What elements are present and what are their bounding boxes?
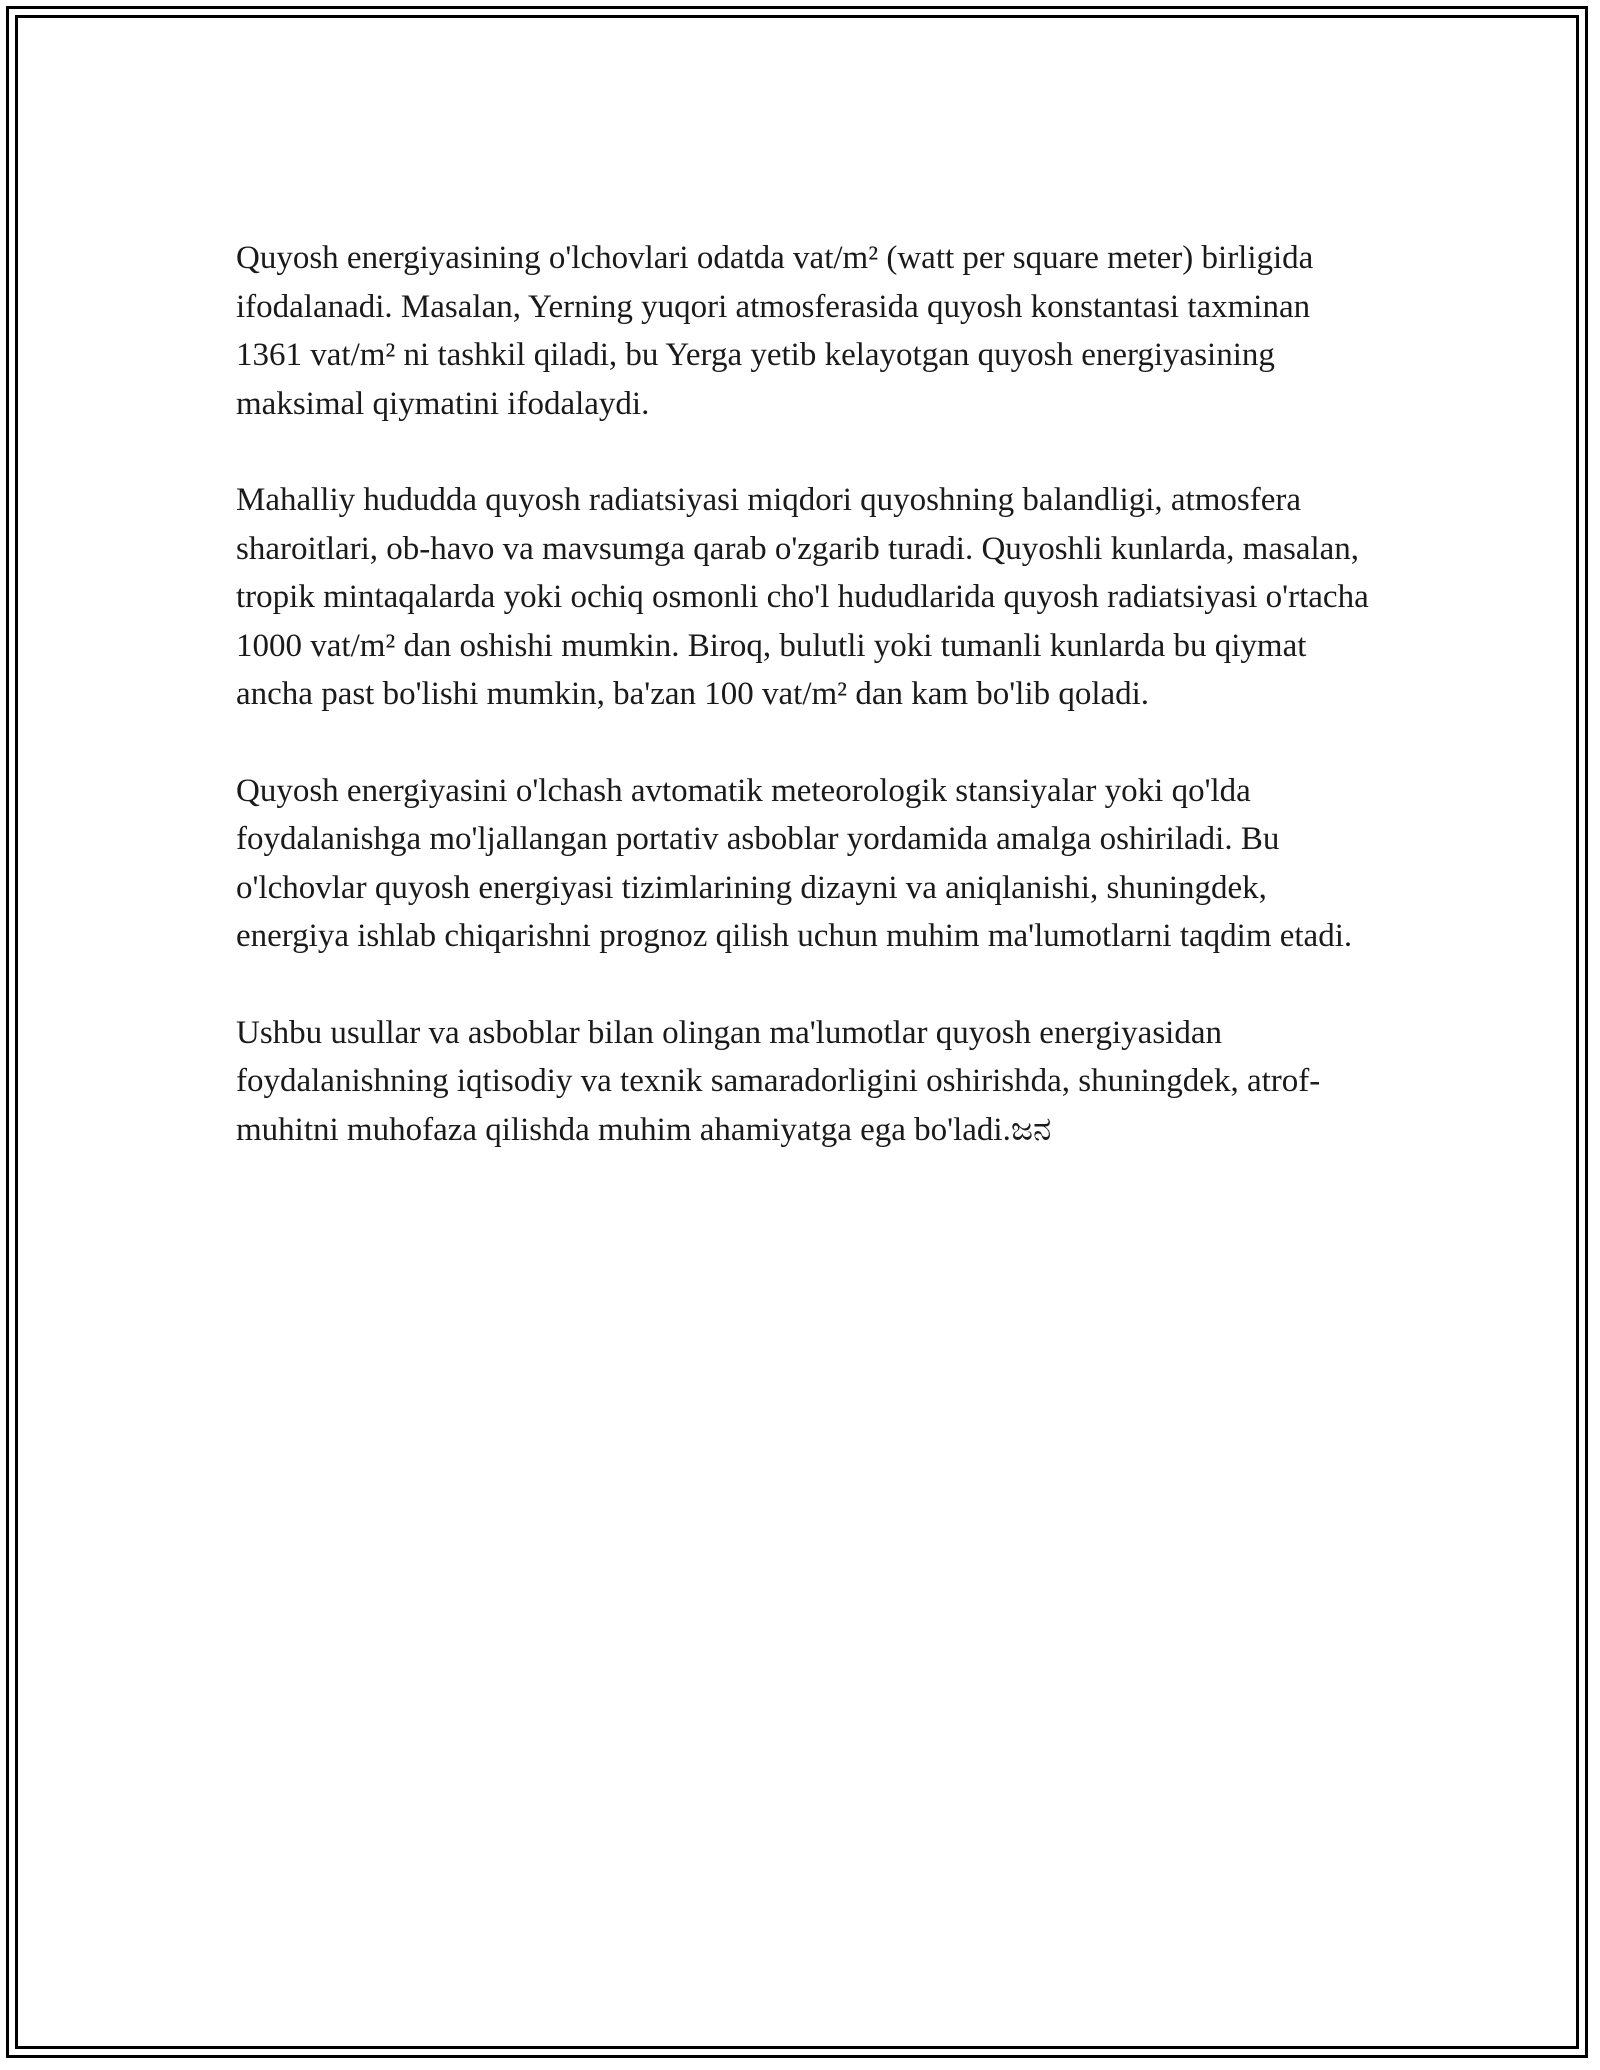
document-body [236,234,1376,1202]
paragraph-measurement-tools: Quyosh energiyasini o'lchash avtomatik meteorologik stansiyalar yoki qo'lda foydalanishga mo'ljallangan portativ asboblar yordamida amalga oshiriladi. Bu o'lchovlar quyosh energiyasi tizimlarining dizayni va aniqlanishi, shuningdek, energiya ishlab chiqarishni prognoz qilish uchun muhim ma'lumotlarni taqdim etadi. [236,772,1353,954]
paragraph-local-radiation: Mahalliy hududda quyosh radiatsiyasi miqdori quyoshning balandligi, atmosfera sharoitlari, ob-havo va mavsumga qarab o'zgarib turadi. Quyoshli kunlarda, masalan, tropik mintaqalarda yoki ochiq osmonli cho'l hududlarida quyosh radiatsiyasi o'rtacha 1000 vat/m² dan oshishi mumkin. Biroq, bulutli yoki tumanli kunlarda bu qiymat ancha past bo'lishi mumkin, ba'zan 100 vat/m² dan kam bo'lib qoladi. [236,482,1369,712]
paragraph-conclusion: Ushbu usullar va asboblar bilan olingan ma'lumotlar quyosh energiyasidan foydalanishning iqtisodiy va texnik samaradorligini oshirishda, shuningdek, atrof-muhitni muhofaza qilishda muhim ahamiyatga ega bo'ladi.ಜನ [236,1014,1321,1148]
paragraph-measurement-units: Quyosh energiyasining o'lchovlari odatda vat/m² (watt per square meter) birligida ifodalanadi. Masalan, Yerning yuqori atmosferasida quyosh konstantasi taxminan 1361 vat/m² ni tashkil qiladi, bu Yerga yetib kelayotgan quyosh energiyasining maksimal qiymatini ifodalaydi. [236,240,1314,422]
